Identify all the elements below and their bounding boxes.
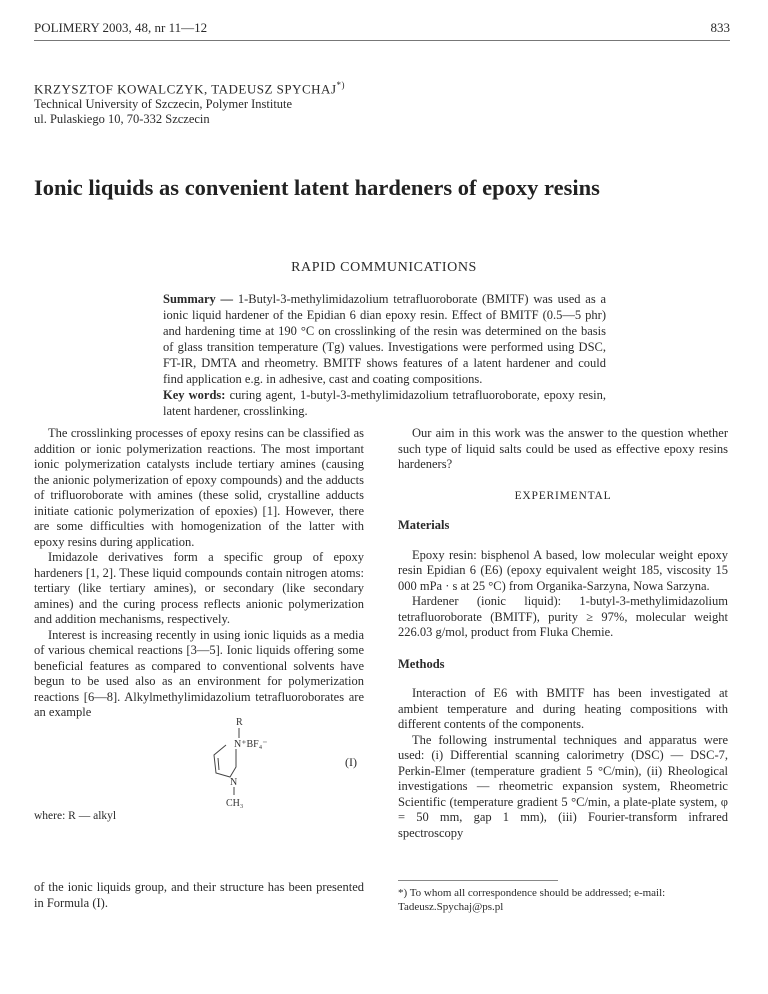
materials-heading: Materials (398, 518, 450, 532)
paragraph: The following instrumental techniques and apparatus were used: (i) Differential scanning calorimetry (DSC) — DSC-7, Perkin-Elmer (temperature gradient 5 °C/min), (ii) Rheological investigations — rheometric expansion system, Rheometric Scientific (temperature gradient 5 °C/min, a plate-plate system, φ = 50 mm, gap 1 mm), (iii) Fourier-transform infrared spectroscopy (398, 732, 728, 840)
experimental-heading: EXPERIMENTAL (514, 489, 612, 502)
imidazolium-formula (190, 715, 310, 810)
author-names: KRZYSZTOF KOWALCZYK, TADEUSZ SPYCHAJ (34, 81, 337, 97)
intro-paragraph: Our aim in this work was the answer to the question whether such type of liquid salts could be used as effective epoxy resins hardeners? (398, 426, 728, 471)
affiliation-line-2: ul. Pulaskiego 10, 70-332 Szczecin (34, 112, 210, 126)
formula-where: where: R — alkyl (34, 810, 117, 822)
summary-block (163, 291, 606, 419)
header-rule (34, 40, 730, 41)
footnote: *) To whom all correspondence should be addressed; e-mail: Tadeusz.Spychaj@ps.pl (398, 887, 666, 913)
formula-cation: N⁺BF₄⁻ (234, 739, 268, 750)
formula-number: (I) (345, 755, 357, 769)
left-column-continuation: of the ionic liquids group, and their structure has been presented in Formula (I). (34, 880, 364, 910)
formula-ch3: CH₃ (226, 798, 244, 809)
paragraph: Epoxy resin: bisphenol A based, low molecular weight epoxy resin Epidian 6 (E6) (epoxy equivalent weight 185, viscosity 15 000 mPa · s at 25 °C) from Organika-Sarzyna, Nowa Sarzyna. (398, 547, 728, 593)
methods-heading: Methods (398, 656, 445, 671)
keywords-text: curing agent, 1-butyl-3-methylimidazolium tetrafluoroborate, epoxy resin, latent hardener, crosslinking. (163, 388, 606, 418)
paper-title: Ionic liquids as convenient latent hardeners of epoxy resins (34, 175, 600, 200)
summary-text: 1-Butyl-3-methylimidazolium tetrafluoroborate (BMITF) was used as a ionic liquid hardener of the Epidian 6 dian epoxy resin. Effect of BMITF (0.5—5 phr) and hardening time at 190 °C on crosslinking of the resin was determined on the basis of glass transition temperature (Tg) values. Investigations were performed using DSC, FT-IR, DMTA and rheometry. BMITF shows features of a latent hardener and could find application e.g. in adhesive, cast and coating compositions. (163, 292, 607, 386)
paragraph: Hardener (ionic liquid): 1-butyl-3-methylimidazolium tetrafluoroborate (BMITF), purity ≥ 97%, molecular weight 226.03 g/mol, product from Fluka Chemie. (398, 594, 728, 639)
affiliation-line-1: Technical University of Szczecin, Polymer Institute (34, 97, 293, 111)
author-footnote-mark: *) (336, 80, 346, 90)
left-column (34, 426, 364, 721)
paragraph: Imidazole derivatives form a specific group of epoxy hardeners [1, 2]. These liquid compounds contain nitrogen atoms: tertiary (like tertiary amines), or secondary (like secondary amines) and the curing process reflects anionic polymerization and addition mechanisms, respectively. (34, 550, 364, 626)
paragraph: Interest is increasing recently in using ionic liquids as a media of various chemical reactions [3—5]. Ionic liquids offering some beneficial features as compared to conventional solvents have begun to be used also as an environment for polymerization reactions [6—8]. Alkylmethylimidazolium tetrafluoroborates are an example (34, 627, 364, 719)
paragraph: Interaction of E6 with BMITF has been investigated at ambient temperature and during heating compositions with different contents of the components. (398, 686, 728, 731)
affiliation (34, 97, 292, 127)
paragraph: The crosslinking processes of epoxy resins can be classified as addition or ionic polymerization reactions. The most important ionic polymerization catalysts include tertiary amines (causing the anionic polymerization of epoxy compounds) and the adducts of trifluoroborate with amines (these solid, crystalline adducts initiate cationic polymerization of epoxies) [1]. However, there are some difficulties with homogenization of the latter with epoxy resins during application. (34, 426, 364, 549)
page-number: 833 (710, 20, 730, 35)
right-column (398, 426, 728, 841)
summary-label: Summary — (163, 292, 238, 306)
authors (34, 80, 345, 97)
footnote-rule (398, 880, 558, 881)
journal-header: POLIMERY 2003, 48, nr 11—12 (34, 20, 208, 35)
keywords-label: Key words: (163, 388, 230, 402)
formula-r: R (236, 717, 243, 728)
formula-n: N (230, 777, 238, 788)
section-label: RAPID COMMUNICATIONS (291, 260, 477, 275)
